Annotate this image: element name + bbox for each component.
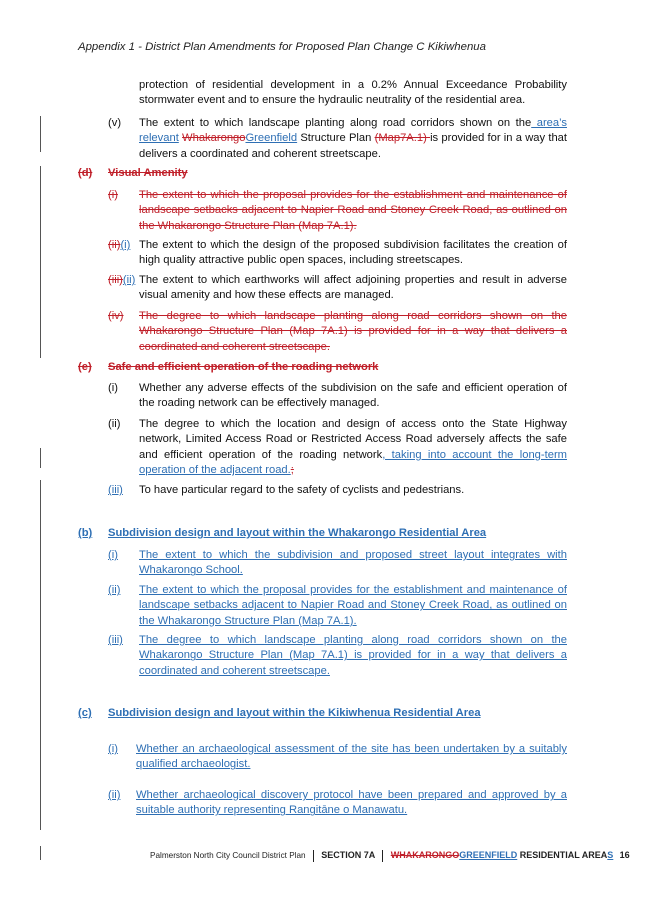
item-number: (ii)(i) — [108, 239, 131, 251]
item-text: Whether an archaeological assessment of the site has been undertaken by a suitably qualified archaeologist. — [136, 743, 567, 771]
item-text: Whether archaeological discovery protocol have been prepared and approved by a suitable authority representing Rangitāne o Manawatu. — [136, 789, 567, 817]
item-text: The extent to which the proposal provides for the establishment and maintenance of landscape setbacks adjacent to Napier Road and Stoney Creek Road, as outlined on the Whakarongo Structure Plan (Map 7A.1). — [139, 189, 567, 232]
item-number: (i) — [108, 189, 118, 201]
footer-separator — [313, 850, 314, 862]
change-bar — [40, 846, 41, 860]
continuation-paragraph: protection of residential development in a 0.2% Annual Exceedance Probability stormwater event and to ensure the hydraulic neutrality of the residential area. — [139, 79, 567, 107]
change-bar — [40, 116, 41, 152]
section-c-title: Subdivision design and layout within the Kikiwhenua Residential Area — [108, 707, 481, 719]
footer-area-title: WHAKARONGOGREENFIELD RESIDENTIAL AREAS — [390, 850, 614, 860]
item-text: Whether any adverse effects of the subdivision on the safe and efficient operation of the roading network can be effectively managed. — [139, 382, 567, 410]
footer-plan-name: Palmerston North City Council District Plan — [150, 851, 306, 860]
item-number: (i) — [108, 549, 118, 561]
change-bar — [40, 480, 41, 830]
footer-section: SECTION 7A — [321, 850, 376, 860]
section-c-number: (c) — [78, 707, 92, 719]
page-header: Appendix 1 - District Plan Amendments for Proposed Plan Change C Kikiwhenua — [78, 41, 486, 53]
item-number: (iii) — [108, 484, 123, 496]
section-d-title: Visual Amenity — [108, 167, 188, 179]
item-text: The extent to which the design of the proposed subdivision facilitates the creation of high quality attractive public open spaces, including streetscapes. — [139, 239, 567, 267]
item-number: (iii)(ii) — [108, 274, 136, 286]
section-d-number: (d) — [78, 167, 93, 179]
item-text: The extent to which the subdivision and proposed street layout integrates with Whakarongo School. — [139, 549, 567, 577]
item-text: The degree to which the location and design of access onto the State Highway network, Limited Access Road or Restricted Access Road adversely affects the safe and efficient operation of the roading network, taking into account the long-term operation of the adjacent road.; — [139, 418, 568, 477]
item-number: (v) — [108, 117, 122, 129]
change-bar — [40, 448, 41, 468]
item-number: (iv) — [108, 310, 124, 322]
item-text: The degree to which landscape planting along road corridors shown on the Whakarongo Structure Plan (Map 7A.1) is provided for in a way that delivers a coordinated and coherent streetscape. — [139, 310, 567, 353]
item-number: (i) — [108, 382, 118, 394]
section-e-title: Safe and efficient operation of the roading network — [108, 361, 379, 373]
section-b-title: Subdivision design and layout within the Whakarongo Residential Area — [108, 527, 487, 539]
item-number: (i) — [108, 743, 118, 755]
item-text: The extent to which the proposal provides for the establishment and maintenance of landscape setbacks adjacent to Napier Road and Stoney Creek Road, as outlined on the Whakarongo Structure Plan (Map 7A.1). — [139, 584, 567, 627]
item-v-text: The extent to which landscape planting along road corridors shown on the area’s relevant WhakarongoGreenfield Structure Plan (Map7A.1) is provided for in a way that delivers a coordinated and coherent streetscape. — [139, 117, 567, 160]
footer-separator — [382, 850, 383, 862]
item-text: To have particular regard to the safety of cyclists and pedestrians. — [139, 484, 465, 496]
item-text: The extent to which earthworks will affect adjoining properties and result in adverse visual amenity and how these effects are managed. — [139, 274, 567, 302]
item-number: (ii) — [108, 789, 121, 801]
item-text: The degree to which landscape planting along road corridors shown on the Whakarongo Structure Plan (Map 7A.1) is provided for in a way that delivers a coordinated and coherent streetscape. — [139, 634, 567, 677]
item-number: (ii) — [108, 584, 121, 596]
change-bar — [40, 166, 41, 358]
page-footer — [150, 848, 630, 863]
item-number: (iii) — [108, 634, 123, 646]
section-b-number: (b) — [78, 527, 93, 539]
item-number: (ii) — [108, 418, 121, 430]
section-e-number: (e) — [78, 361, 92, 373]
page-number: 16 — [619, 850, 630, 860]
